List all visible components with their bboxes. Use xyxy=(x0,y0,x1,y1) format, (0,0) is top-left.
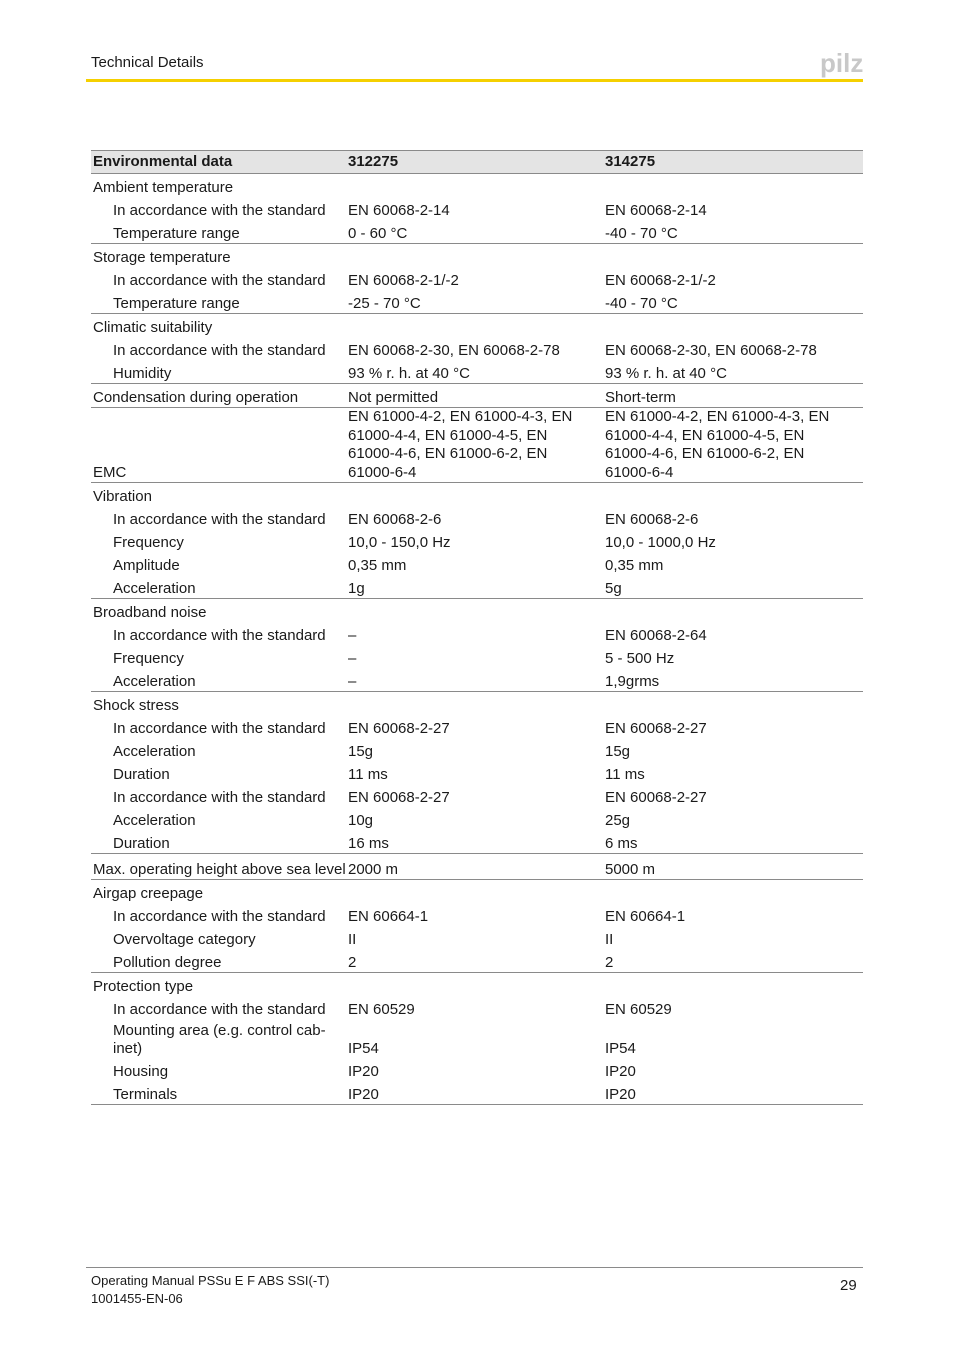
value-312275: IP20 xyxy=(348,1063,379,1080)
row-label: In accordance with the standard xyxy=(113,342,326,359)
value-314275: 93 % r. h. at 40 °C xyxy=(605,360,863,384)
value-312275: – xyxy=(348,650,357,667)
group-label: EMC xyxy=(91,408,348,483)
pilz-logo: pilz xyxy=(820,48,864,78)
row-label: Humidity xyxy=(91,360,348,384)
row-label: Duration xyxy=(91,830,348,854)
value-314275: EN 60664-1 xyxy=(605,908,686,925)
value-314275: EN 60529 xyxy=(605,1001,672,1018)
row-label: In accordance with the standard xyxy=(113,789,326,806)
table-header-row xyxy=(91,151,863,174)
column-header: Environmental data xyxy=(91,151,348,174)
value-314275: -40 - 70 °C xyxy=(605,290,863,314)
value-312275: EN 61000-4-2, EN 61000-4-3, EN 61000-4-4, EN 61000-4-5, EN 61000-4-6, EN 61000-6-2, EN 61000-6-4 xyxy=(348,408,605,483)
row-label: In accordance with the standard xyxy=(113,720,326,737)
value-312275: 2 xyxy=(348,949,605,973)
value-312275: EN 60664-1 xyxy=(348,908,429,925)
value-312275: EN 60068-2-30, EN 60068-2-78 xyxy=(348,342,560,359)
value-312275: EN 60068-2-14 xyxy=(348,202,450,219)
footer-doc-number: 1001455-EN-06 xyxy=(91,1291,183,1306)
value-314275: 25g xyxy=(605,812,631,829)
value-312275: – xyxy=(348,668,605,692)
value-312275: 0,35 mm xyxy=(348,557,407,574)
group-label: Broadband noise xyxy=(93,604,207,621)
value-314275: 5 - 500 Hz xyxy=(605,650,675,667)
value-312275: EN 60529 xyxy=(348,1001,415,1018)
value-314275: IP54 xyxy=(605,1040,636,1057)
value-314275: 11 ms xyxy=(605,766,645,783)
row-label: Housing xyxy=(113,1063,169,1080)
header-divider xyxy=(86,79,863,82)
value-314275: 10,0 - 1000,0 Hz xyxy=(605,534,716,551)
value-312275: -25 - 70 °C xyxy=(348,290,605,314)
value-314275: 0,35 mm xyxy=(605,557,664,574)
row-label: Frequency xyxy=(113,650,184,667)
value-312275: IP54 xyxy=(348,1040,379,1057)
value-312275: 93 % r. h. at 40 °C xyxy=(348,360,605,384)
value-314275: EN 60068-2-27 xyxy=(605,720,707,737)
value-312275: EN 60068-2-27 xyxy=(348,789,450,806)
value-312275: Not permitted xyxy=(348,384,605,408)
value-312275: 2000 m xyxy=(348,854,605,880)
value-312275: – xyxy=(348,627,357,644)
row-label: Acceleration xyxy=(91,575,348,599)
value-312275: 10g xyxy=(348,812,374,829)
value-312275: EN 60068-2-27 xyxy=(348,720,450,737)
row-label: Overvoltage category xyxy=(113,931,256,948)
row-label: In accordance with the standard xyxy=(113,272,326,289)
column-header: 312275 xyxy=(348,151,605,174)
value-312275: 15g xyxy=(348,743,374,760)
group-label: Shock stress xyxy=(93,697,179,714)
value-314275: 5g xyxy=(605,575,863,599)
value-314275: Short-term xyxy=(605,384,863,408)
row-label: In accordance with the standard xyxy=(113,511,326,528)
row-label: In accordance with the standard xyxy=(113,627,326,644)
value-314275: EN 60068-2-6 xyxy=(605,511,699,528)
row-label: Pollution degree xyxy=(91,949,348,973)
page-number: 29 xyxy=(840,1277,857,1294)
value-312275: IP20 xyxy=(348,1081,605,1105)
value-312275: 10,0 - 150,0 Hz xyxy=(348,534,451,551)
column-header: 314275 xyxy=(605,151,863,174)
value-314275: EN 60068-2-64 xyxy=(605,627,707,644)
value-314275: EN 60068-2-14 xyxy=(605,202,707,219)
value-314275: IP20 xyxy=(605,1081,863,1105)
value-312275: EN 60068-2-6 xyxy=(348,511,442,528)
group-label: Ambient temperature xyxy=(93,179,234,196)
group-label: Airgap creepage xyxy=(93,885,204,902)
footer-divider xyxy=(86,1267,863,1268)
group-label: Storage temperature xyxy=(93,249,231,266)
value-312275: 16 ms xyxy=(348,830,605,854)
row-label: Mounting area (e.g. control cab-inet) xyxy=(113,1022,326,1057)
row-label: In accordance with the standard xyxy=(113,202,326,219)
row-label: Frequency xyxy=(113,534,184,551)
value-314275: 1,9grms xyxy=(605,668,863,692)
value-314275: -40 - 70 °C xyxy=(605,220,863,244)
group-label: Condensation during operation xyxy=(91,384,348,408)
value-312275: EN 60068-2-1/-2 xyxy=(348,272,459,289)
value-314275: EN 60068-2-30, EN 60068-2-78 xyxy=(605,342,817,359)
row-label: In accordance with the standard xyxy=(113,908,326,925)
value-314275: 5000 m xyxy=(605,854,863,880)
value-314275: 6 ms xyxy=(605,830,863,854)
page-header-title: Technical Details xyxy=(91,54,204,71)
value-312275: II xyxy=(348,931,357,948)
environmental-data-table xyxy=(91,150,863,1105)
row-label: Terminals xyxy=(91,1081,348,1105)
value-314275: II xyxy=(605,931,614,948)
value-312275: 0 - 60 °C xyxy=(348,220,605,244)
value-314275: EN 61000-4-2, EN 61000-4-3, EN 61000-4-4, EN 61000-4-5, EN 61000-4-6, EN 61000-6-2, EN 61000-6-4 xyxy=(605,408,863,483)
value-314275: EN 60068-2-27 xyxy=(605,789,707,806)
value-314275: 15g xyxy=(605,743,631,760)
value-314275: IP20 xyxy=(605,1063,636,1080)
group-label: Climatic suitability xyxy=(93,319,213,336)
row-label: Acceleration xyxy=(113,812,196,829)
value-312275: 1g xyxy=(348,575,605,599)
value-314275: EN 60068-2-1/-2 xyxy=(605,272,716,289)
row-label: Acceleration xyxy=(113,743,196,760)
row-label: Amplitude xyxy=(113,557,180,574)
row-label: Acceleration xyxy=(91,668,348,692)
row-label: Temperature range xyxy=(91,290,348,314)
row-label: In accordance with the standard xyxy=(113,1001,326,1018)
row-label: Temperature range xyxy=(91,220,348,244)
row-label: Duration xyxy=(113,766,170,783)
group-label: Vibration xyxy=(93,488,152,505)
footer-manual-title: Operating Manual PSSu E F ABS SSI(-T) xyxy=(91,1273,330,1288)
value-314275: 2 xyxy=(605,949,863,973)
group-label: Max. operating height above sea level xyxy=(91,854,348,880)
group-label: Protection type xyxy=(93,978,194,995)
value-312275: 11 ms xyxy=(348,766,388,783)
